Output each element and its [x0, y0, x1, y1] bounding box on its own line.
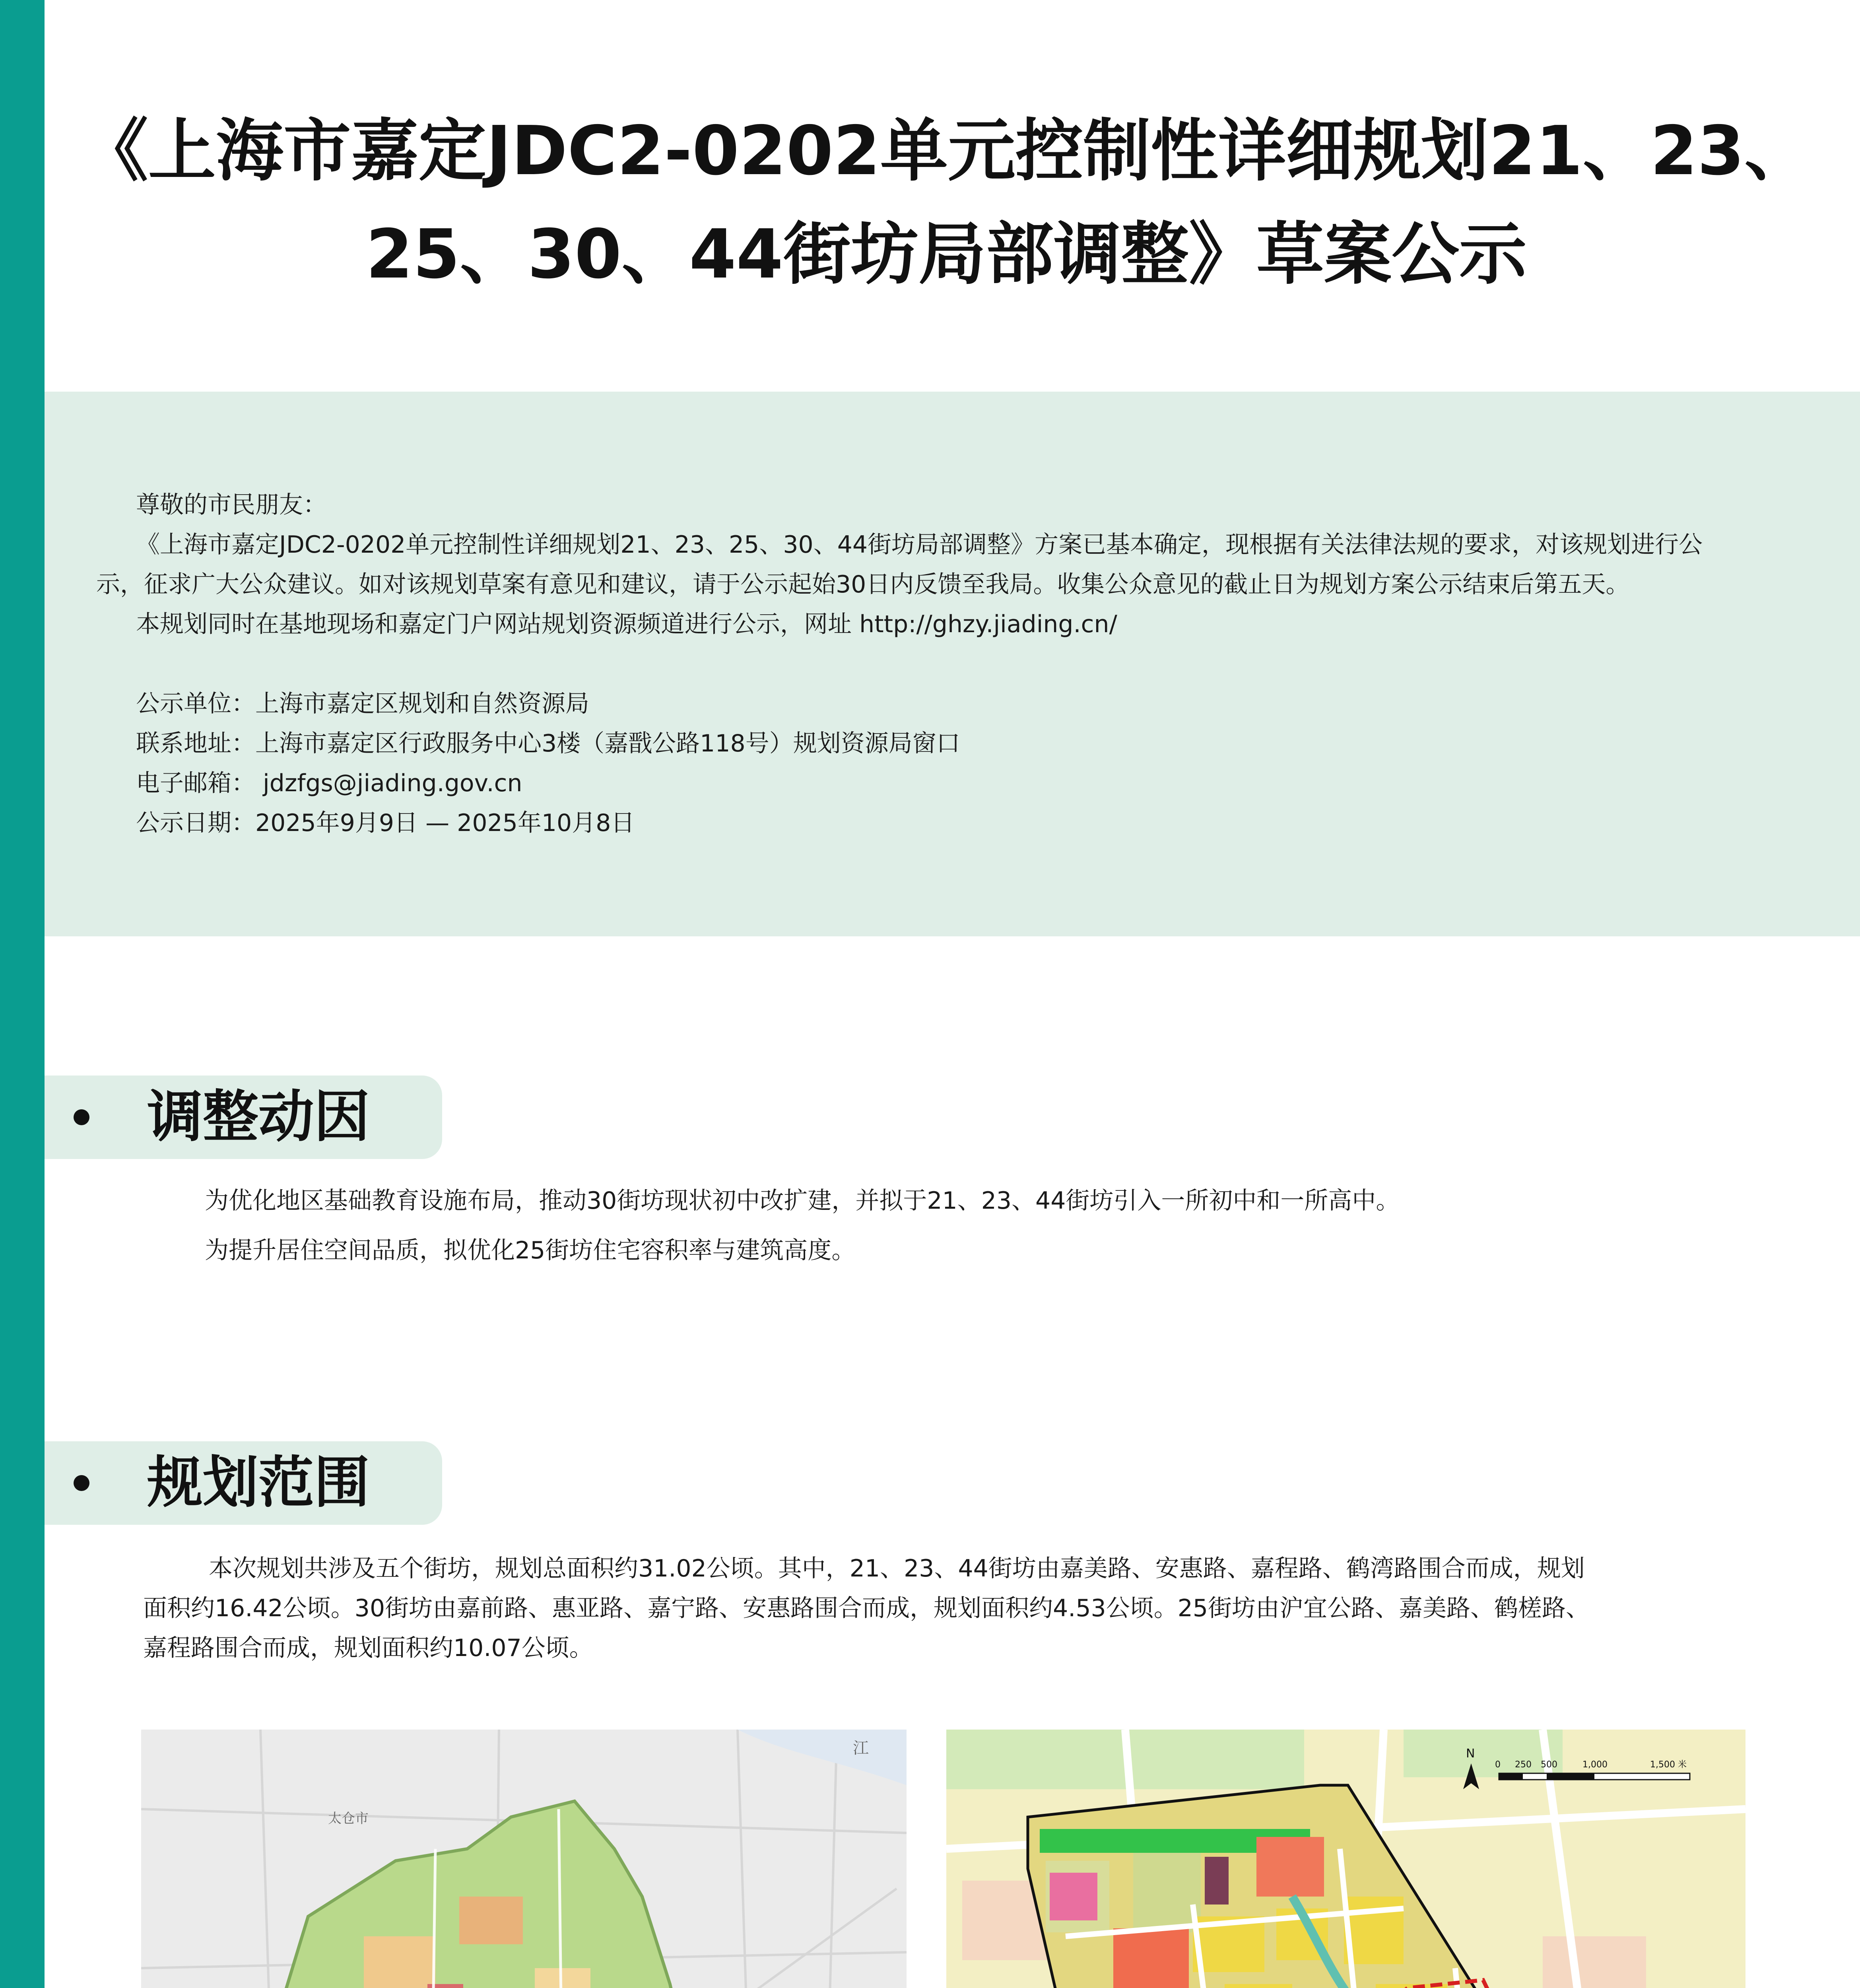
title-line-1: 《上海市嘉定JDC2-0202单元控制性详细规划21、23、: [80, 112, 1812, 190]
notice-date: 公示日期：2025年9月9日 — 2025年10月8日: [136, 809, 635, 837]
title-line-2: 25、30、44街坊局部调整》草案公示: [366, 215, 1527, 294]
notice-unit: 公示单位：上海市嘉定区规划和自然资源局: [136, 690, 589, 718]
north-label: N: [1466, 1747, 1475, 1761]
notice-email: 电子邮箱： jdzfgs@jiading.gov.cn: [136, 769, 522, 797]
notice-panel: [45, 392, 1860, 936]
section-bullet-scope: [74, 1475, 89, 1491]
page-title: [72, 99, 1821, 306]
scope-line-3: 嘉程路围合而成，规划面积约10.07公顷。: [143, 1634, 593, 1662]
scope-line-2: 面积约16.42公顷。30街坊由嘉前路、惠亚路、嘉宁路、安惠路围合而成，规划面积约4.53公顷。25街坊由沪宜公路、嘉美路、鹤槎路、: [143, 1594, 1590, 1622]
reason-line-1: 为优化地区基础教育设施布局，推动30街坊现状初中改扩建，并拟于21、23、44街坊引入一所初中和一所高中。: [205, 1187, 1400, 1215]
location-map: [141, 1730, 907, 1988]
notice-para1-line2: 示，征求广大公众建议。如对该规划草案有意见和建议，请于公示起始30日内反馈至我局。收集公众意见的截止日为规划方案公示结束后第五天。: [96, 571, 1630, 598]
notice-address: 联系地址：上海市嘉定区行政服务中心3楼（嘉戬公路118号）规划资源局窗口: [136, 730, 960, 757]
scale-tick-0: 0: [1495, 1760, 1501, 1770]
adjustment-map: [946, 1730, 1745, 1988]
scale-tick-500: 500: [1541, 1760, 1557, 1770]
scale-tick-1500: 1,500 米: [1650, 1760, 1687, 1770]
section-title-reason: 调整动因: [147, 1085, 370, 1149]
section-title-scope: 规划范围: [147, 1450, 370, 1515]
place-label-taicang: 太仓市: [328, 1811, 369, 1827]
location-map-graphic: [141, 1730, 907, 1988]
notice-para1-line1: 《上海市嘉定JDC2-0202单元控制性详细规划21、23、25、30、44街坊局部调整》方案已基本确定，现根据有关法律法规的要求，对该规划进行公: [136, 531, 1703, 559]
side-accent-bar: [0, 0, 45, 1988]
scope-line-1: 本次规划共涉及五个街坊，规划总面积约31.02公顷。其中，21、23、44街坊由嘉美路、安惠路、嘉程路、鹤湾路围合而成，规划: [209, 1555, 1585, 1582]
scale-tick-250: 250: [1515, 1760, 1532, 1770]
reason-line-2: 为提升居住空间品质，拟优化25街坊住宅容积率与建筑高度。: [205, 1237, 856, 1264]
notice-greeting: 尊敬的市民朋友：: [136, 491, 327, 519]
scale-tick-1000: 1,000: [1582, 1760, 1608, 1770]
place-label-river: 江: [853, 1739, 869, 1757]
adjustment-map-graphic: [946, 1730, 1745, 1988]
notice-para2: 本规划同时在基地现场和嘉定门户网站规划资源频道进行公示，网址 http://ghzy.jiading.cn/: [136, 610, 1117, 638]
section-bullet-reason: [74, 1109, 89, 1125]
